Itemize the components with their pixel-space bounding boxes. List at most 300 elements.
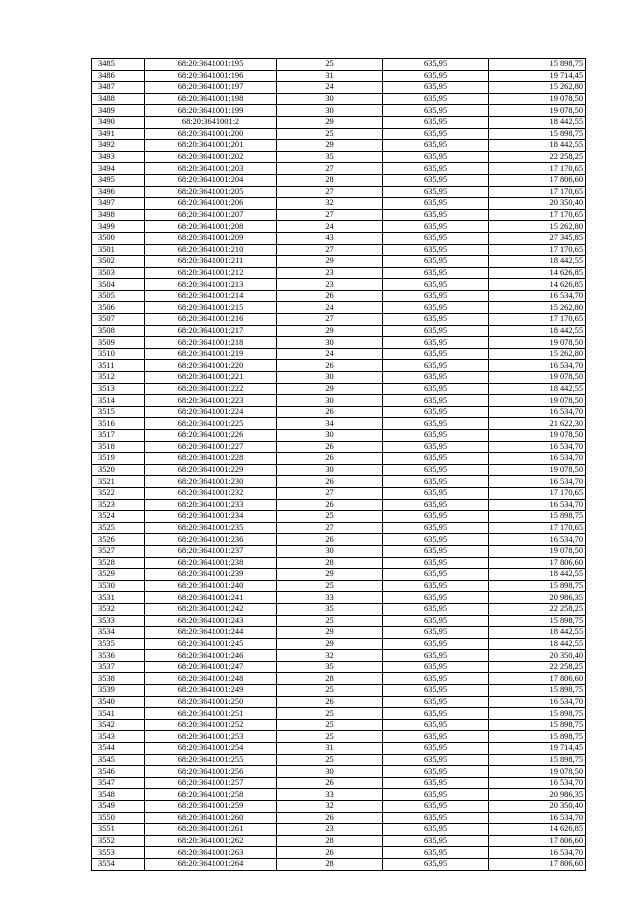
cadastral-number: 68:20:3641001:208 [145, 221, 277, 233]
rate-value: 635,95 [383, 244, 489, 256]
row-number: 3506 [92, 302, 145, 314]
row-number: 3552 [92, 835, 145, 847]
total-amount: 14 626,85 [489, 279, 586, 291]
area-value: 25 [277, 731, 383, 743]
area-value: 25 [277, 685, 383, 697]
row-number: 3497 [92, 198, 145, 210]
row-number: 3494 [92, 163, 145, 175]
total-amount: 15 898,75 [489, 580, 586, 592]
table-row [92, 221, 586, 233]
cadastral-number: 68:20:3641001:256 [145, 766, 277, 778]
total-amount: 15 262,80 [489, 348, 586, 360]
cadastral-number: 68:20:3641001:234 [145, 511, 277, 523]
rate-value: 635,95 [383, 487, 489, 499]
area-value: 32 [277, 650, 383, 662]
rate-value: 635,95 [383, 174, 489, 186]
row-number: 3511 [92, 360, 145, 372]
row-number: 3514 [92, 395, 145, 407]
row-number: 3533 [92, 615, 145, 627]
total-amount: 16 534,70 [489, 696, 586, 708]
row-number: 3492 [92, 140, 145, 152]
table-row [92, 476, 586, 488]
area-value: 26 [277, 360, 383, 372]
row-number: 3535 [92, 638, 145, 650]
rate-value: 635,95 [383, 545, 489, 557]
row-number: 3520 [92, 464, 145, 476]
table-row [92, 151, 586, 163]
rate-value: 635,95 [383, 777, 489, 789]
table-row [92, 337, 586, 349]
area-value: 29 [277, 638, 383, 650]
total-amount: 19 078,50 [489, 93, 586, 105]
table-row [92, 638, 586, 650]
total-amount: 19 078,50 [489, 395, 586, 407]
table-row [92, 453, 586, 465]
total-amount: 19 078,50 [489, 430, 586, 442]
rate-value: 635,95 [383, 232, 489, 244]
row-number: 3537 [92, 661, 145, 673]
total-amount: 27 345,85 [489, 232, 586, 244]
row-number: 3531 [92, 592, 145, 604]
total-amount: 15 898,75 [489, 511, 586, 523]
cadastral-number: 68:20:3641001:264 [145, 858, 277, 870]
row-number: 3496 [92, 186, 145, 198]
rate-value: 635,95 [383, 638, 489, 650]
rate-value: 635,95 [383, 615, 489, 627]
area-value: 25 [277, 59, 383, 71]
rate-value: 635,95 [383, 708, 489, 720]
total-amount: 17 170,65 [489, 244, 586, 256]
rate-value: 635,95 [383, 82, 489, 94]
rate-value: 635,95 [383, 163, 489, 175]
area-value: 23 [277, 824, 383, 836]
rate-value: 635,95 [383, 650, 489, 662]
cadastral-number: 68:20:3641001:215 [145, 302, 277, 314]
rate-value: 635,95 [383, 789, 489, 801]
cadastral-number: 68:20:3641001:235 [145, 522, 277, 534]
total-amount: 18 442,55 [489, 638, 586, 650]
area-value: 32 [277, 198, 383, 210]
area-value: 33 [277, 592, 383, 604]
total-amount: 17 806,60 [489, 835, 586, 847]
table-row [92, 325, 586, 337]
total-amount: 15 898,75 [489, 128, 586, 140]
rate-value: 635,95 [383, 754, 489, 766]
table-row [92, 766, 586, 778]
table-row [92, 824, 586, 836]
area-value: 27 [277, 522, 383, 534]
table-row [92, 70, 586, 82]
area-value: 29 [277, 627, 383, 639]
total-amount: 18 442,55 [489, 325, 586, 337]
area-value: 27 [277, 244, 383, 256]
row-number: 3549 [92, 801, 145, 813]
cadastral-number: 68:20:3641001:226 [145, 430, 277, 442]
total-amount: 16 534,70 [489, 534, 586, 546]
area-value: 30 [277, 105, 383, 117]
area-value: 29 [277, 116, 383, 128]
area-value: 35 [277, 661, 383, 673]
area-value: 28 [277, 835, 383, 847]
row-number: 3495 [92, 174, 145, 186]
row-number: 3550 [92, 812, 145, 824]
row-number: 3489 [92, 105, 145, 117]
rate-value: 635,95 [383, 743, 489, 755]
total-amount: 20 986,35 [489, 789, 586, 801]
row-number: 3515 [92, 406, 145, 418]
total-amount: 18 442,55 [489, 627, 586, 639]
cadastral-number: 68:20:3641001:2 [145, 116, 277, 128]
table-body [92, 59, 586, 871]
table-row [92, 743, 586, 755]
table-row [92, 499, 586, 511]
area-value: 32 [277, 801, 383, 813]
rate-value: 635,95 [383, 627, 489, 639]
table-row [92, 93, 586, 105]
cadastral-number: 68:20:3641001:201 [145, 140, 277, 152]
total-amount: 17 170,65 [489, 487, 586, 499]
cadastral-number: 68:20:3641001:242 [145, 603, 277, 615]
area-value: 31 [277, 743, 383, 755]
row-number: 3534 [92, 627, 145, 639]
row-number: 3488 [92, 93, 145, 105]
row-number: 3530 [92, 580, 145, 592]
total-amount: 15 898,75 [489, 754, 586, 766]
rate-value: 635,95 [383, 140, 489, 152]
rate-value: 635,95 [383, 221, 489, 233]
cadastral-number: 68:20:3641001:253 [145, 731, 277, 743]
table-row [92, 464, 586, 476]
area-value: 30 [277, 766, 383, 778]
total-amount: 19 078,50 [489, 464, 586, 476]
cadastral-number: 68:20:3641001:219 [145, 348, 277, 360]
table-row [92, 383, 586, 395]
table-row [92, 627, 586, 639]
table-row [92, 105, 586, 117]
rate-value: 635,95 [383, 522, 489, 534]
area-value: 30 [277, 464, 383, 476]
table-row [92, 395, 586, 407]
row-number: 3542 [92, 719, 145, 731]
cadastral-number: 68:20:3641001:239 [145, 569, 277, 581]
rate-value: 635,95 [383, 430, 489, 442]
rate-value: 635,95 [383, 661, 489, 673]
cadastral-number: 68:20:3641001:258 [145, 789, 277, 801]
cadastral-number: 68:20:3641001:206 [145, 198, 277, 210]
row-number: 3493 [92, 151, 145, 163]
table-row [92, 685, 586, 697]
total-amount: 17 170,65 [489, 314, 586, 326]
cadastral-number: 68:20:3641001:261 [145, 824, 277, 836]
total-amount: 15 898,75 [489, 685, 586, 697]
table-row [92, 603, 586, 615]
row-number: 3548 [92, 789, 145, 801]
rate-value: 635,95 [383, 557, 489, 569]
table-row [92, 314, 586, 326]
row-number: 3538 [92, 673, 145, 685]
cadastral-number: 68:20:3641001:260 [145, 812, 277, 824]
row-number: 3502 [92, 256, 145, 268]
area-value: 24 [277, 302, 383, 314]
row-number: 3518 [92, 441, 145, 453]
rate-value: 635,95 [383, 348, 489, 360]
table-row [92, 441, 586, 453]
cadastral-number: 68:20:3641001:199 [145, 105, 277, 117]
rate-value: 635,95 [383, 395, 489, 407]
total-amount: 18 442,55 [489, 140, 586, 152]
total-amount: 15 262,80 [489, 82, 586, 94]
area-value: 24 [277, 348, 383, 360]
area-value: 27 [277, 209, 383, 221]
area-value: 24 [277, 82, 383, 94]
row-number: 3540 [92, 696, 145, 708]
table-row [92, 163, 586, 175]
rate-value: 635,95 [383, 464, 489, 476]
table-row [92, 719, 586, 731]
cadastral-number: 68:20:3641001:243 [145, 615, 277, 627]
total-amount: 15 898,75 [489, 615, 586, 627]
row-number: 3512 [92, 372, 145, 384]
area-value: 35 [277, 603, 383, 615]
cadastral-number: 68:20:3641001:236 [145, 534, 277, 546]
rate-value: 635,95 [383, 569, 489, 581]
total-amount: 17 806,60 [489, 174, 586, 186]
row-number: 3513 [92, 383, 145, 395]
total-amount: 16 534,70 [489, 453, 586, 465]
row-number: 3546 [92, 766, 145, 778]
area-value: 29 [277, 140, 383, 152]
cadastral-number: 68:20:3641001:255 [145, 754, 277, 766]
table-row [92, 116, 586, 128]
area-value: 25 [277, 128, 383, 140]
table-row [92, 360, 586, 372]
rate-value: 635,95 [383, 731, 489, 743]
table-row [92, 430, 586, 442]
total-amount: 16 534,70 [489, 476, 586, 488]
table-row [92, 673, 586, 685]
total-amount: 17 170,65 [489, 186, 586, 198]
area-value: 26 [277, 406, 383, 418]
cadastral-number: 68:20:3641001:216 [145, 314, 277, 326]
cadastral-number: 68:20:3641001:222 [145, 383, 277, 395]
cadastral-number: 68:20:3641001:237 [145, 545, 277, 557]
rate-value: 635,95 [383, 128, 489, 140]
rate-value: 635,95 [383, 673, 489, 685]
cadastral-number: 68:20:3641001:263 [145, 847, 277, 859]
table-row [92, 128, 586, 140]
row-number: 3523 [92, 499, 145, 511]
total-amount: 22 258,25 [489, 603, 586, 615]
area-value: 24 [277, 221, 383, 233]
total-amount: 17 806,60 [489, 557, 586, 569]
row-number: 3508 [92, 325, 145, 337]
rate-value: 635,95 [383, 835, 489, 847]
table-row [92, 545, 586, 557]
total-amount: 19 078,50 [489, 766, 586, 778]
table-row [92, 592, 586, 604]
area-value: 25 [277, 719, 383, 731]
total-amount: 17 806,60 [489, 858, 586, 870]
area-value: 26 [277, 499, 383, 511]
rate-value: 635,95 [383, 360, 489, 372]
table-row [92, 858, 586, 870]
table-row [92, 812, 586, 824]
rate-value: 635,95 [383, 534, 489, 546]
cadastral-number: 68:20:3641001:198 [145, 93, 277, 105]
rate-value: 635,95 [383, 256, 489, 268]
cadastral-number: 68:20:3641001:225 [145, 418, 277, 430]
total-amount: 21 622,30 [489, 418, 586, 430]
cadastral-number: 68:20:3641001:252 [145, 719, 277, 731]
cadastral-number: 68:20:3641001:223 [145, 395, 277, 407]
data-table [91, 58, 586, 871]
cadastral-number: 68:20:3641001:247 [145, 661, 277, 673]
row-number: 3521 [92, 476, 145, 488]
table-row [92, 789, 586, 801]
table-row [92, 511, 586, 523]
table-row [92, 174, 586, 186]
table-row [92, 290, 586, 302]
rate-value: 635,95 [383, 70, 489, 82]
row-number: 3529 [92, 569, 145, 581]
table-row [92, 198, 586, 210]
area-value: 26 [277, 290, 383, 302]
area-value: 25 [277, 580, 383, 592]
table-row [92, 279, 586, 291]
total-amount: 15 898,75 [489, 719, 586, 731]
cadastral-number: 68:20:3641001:197 [145, 82, 277, 94]
cadastral-number: 68:20:3641001:203 [145, 163, 277, 175]
total-amount: 20 350,40 [489, 198, 586, 210]
cadastral-number: 68:20:3641001:213 [145, 279, 277, 291]
row-number: 3487 [92, 82, 145, 94]
area-value: 27 [277, 314, 383, 326]
area-value: 33 [277, 789, 383, 801]
area-value: 26 [277, 441, 383, 453]
area-value: 26 [277, 534, 383, 546]
row-number: 3486 [92, 70, 145, 82]
rate-value: 635,95 [383, 812, 489, 824]
table-row [92, 731, 586, 743]
area-value: 30 [277, 430, 383, 442]
cadastral-number: 68:20:3641001:251 [145, 708, 277, 720]
cadastral-number: 68:20:3641001:214 [145, 290, 277, 302]
cadastral-number: 68:20:3641001:227 [145, 441, 277, 453]
rate-value: 635,95 [383, 59, 489, 71]
area-value: 23 [277, 267, 383, 279]
area-value: 25 [277, 511, 383, 523]
area-value: 26 [277, 812, 383, 824]
total-amount: 19 078,50 [489, 545, 586, 557]
area-value: 27 [277, 186, 383, 198]
rate-value: 635,95 [383, 198, 489, 210]
cadastral-number: 68:20:3641001:248 [145, 673, 277, 685]
cadastral-number: 68:20:3641001:224 [145, 406, 277, 418]
total-amount: 20 986,35 [489, 592, 586, 604]
cadastral-number: 68:20:3641001:202 [145, 151, 277, 163]
area-value: 30 [277, 93, 383, 105]
row-number: 3544 [92, 743, 145, 755]
area-value: 26 [277, 476, 383, 488]
table-row [92, 696, 586, 708]
area-value: 29 [277, 256, 383, 268]
rate-value: 635,95 [383, 290, 489, 302]
total-amount: 18 442,55 [489, 569, 586, 581]
rate-value: 635,95 [383, 824, 489, 836]
row-number: 3516 [92, 418, 145, 430]
table-row [92, 244, 586, 256]
rate-value: 635,95 [383, 186, 489, 198]
table-row [92, 186, 586, 198]
total-amount: 16 534,70 [489, 441, 586, 453]
area-value: 31 [277, 70, 383, 82]
total-amount: 19 078,50 [489, 337, 586, 349]
row-number: 3543 [92, 731, 145, 743]
total-amount: 18 442,55 [489, 383, 586, 395]
total-amount: 15 898,75 [489, 731, 586, 743]
area-value: 26 [277, 847, 383, 859]
area-value: 26 [277, 777, 383, 789]
area-value: 28 [277, 557, 383, 569]
table-row [92, 267, 586, 279]
cadastral-number: 68:20:3641001:229 [145, 464, 277, 476]
cadastral-number: 68:20:3641001:212 [145, 267, 277, 279]
table-row [92, 140, 586, 152]
table-row [92, 615, 586, 627]
row-number: 3509 [92, 337, 145, 349]
rate-value: 635,95 [383, 418, 489, 430]
area-value: 27 [277, 487, 383, 499]
row-number: 3527 [92, 545, 145, 557]
cadastral-number: 68:20:3641001:207 [145, 209, 277, 221]
table-row [92, 418, 586, 430]
row-number: 3554 [92, 858, 145, 870]
table-row [92, 650, 586, 662]
cadastral-number: 68:20:3641001:254 [145, 743, 277, 755]
table-row [92, 569, 586, 581]
total-amount: 15 898,75 [489, 708, 586, 720]
table-row [92, 372, 586, 384]
cadastral-number: 68:20:3641001:200 [145, 128, 277, 140]
total-amount: 22 258,25 [489, 661, 586, 673]
cadastral-number: 68:20:3641001:220 [145, 360, 277, 372]
cadastral-number: 68:20:3641001:232 [145, 487, 277, 499]
cadastral-number: 68:20:3641001:250 [145, 696, 277, 708]
total-amount: 16 534,70 [489, 406, 586, 418]
rate-value: 635,95 [383, 337, 489, 349]
total-amount: 15 262,80 [489, 221, 586, 233]
row-number: 3547 [92, 777, 145, 789]
cadastral-number: 68:20:3641001:244 [145, 627, 277, 639]
cadastral-number: 68:20:3641001:211 [145, 256, 277, 268]
cadastral-number: 68:20:3641001:240 [145, 580, 277, 592]
cadastral-number: 68:20:3641001:262 [145, 835, 277, 847]
total-amount: 20 350,40 [489, 801, 586, 813]
cadastral-number: 68:20:3641001:228 [145, 453, 277, 465]
cadastral-number: 68:20:3641001:196 [145, 70, 277, 82]
rate-value: 635,95 [383, 592, 489, 604]
row-number: 3522 [92, 487, 145, 499]
table-row [92, 232, 586, 244]
rate-value: 635,95 [383, 499, 489, 511]
cadastral-number: 68:20:3641001:205 [145, 186, 277, 198]
row-number: 3517 [92, 430, 145, 442]
area-value: 29 [277, 569, 383, 581]
rate-value: 635,95 [383, 603, 489, 615]
total-amount: 18 442,55 [489, 256, 586, 268]
cadastral-number: 68:20:3641001:257 [145, 777, 277, 789]
area-value: 30 [277, 337, 383, 349]
